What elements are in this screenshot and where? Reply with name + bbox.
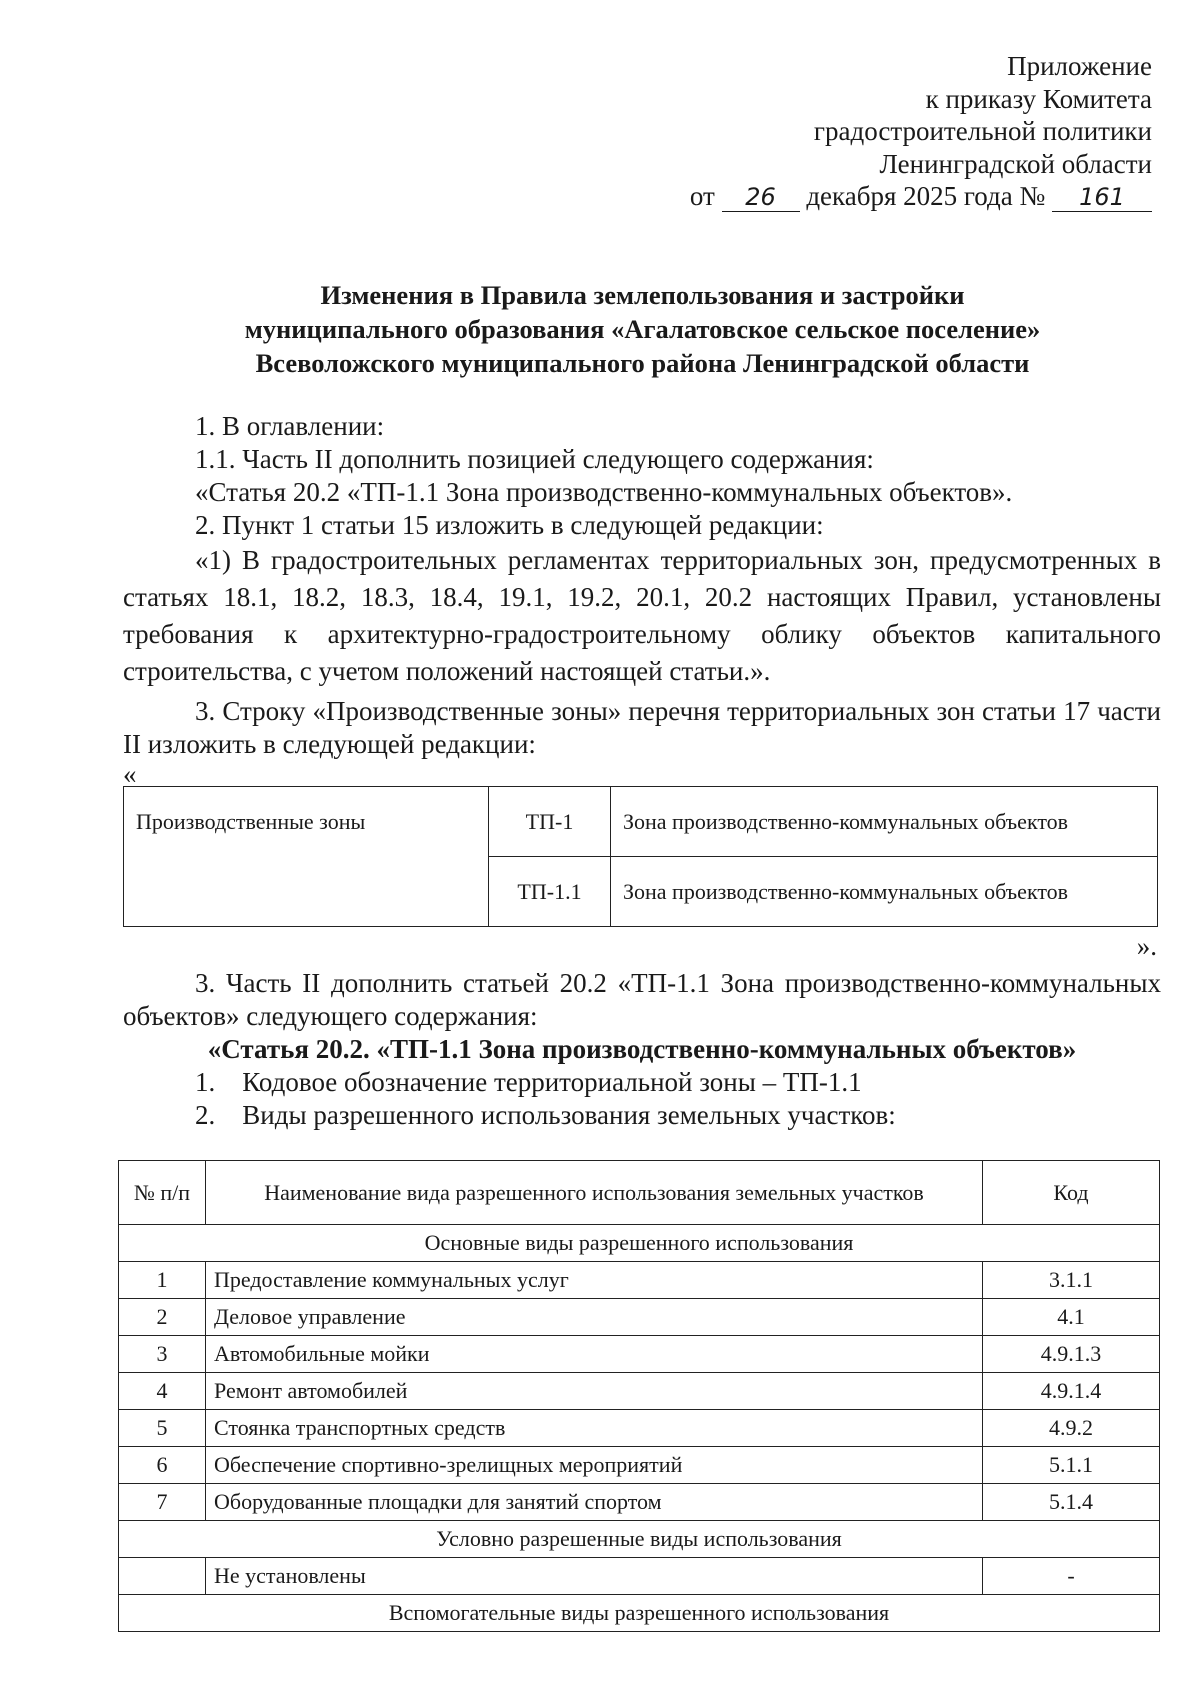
- table-row: [124, 787, 1158, 857]
- row-number: 2: [119, 1299, 206, 1336]
- row-code: 5.1.4: [983, 1484, 1160, 1521]
- table-row: [119, 1558, 1160, 1595]
- paragraph: «Статья 20.2 «ТП-1.1 Зона производственно-коммунальных объектов».: [195, 477, 1013, 507]
- appendix-date-line: [690, 180, 1152, 213]
- paragraph: 1.1. Часть II дополнить позицией следующего содержания:: [195, 444, 874, 474]
- row-code: 5.1.1: [983, 1447, 1160, 1484]
- document-title: [120, 278, 1165, 380]
- numbered-item: 2. Виды разрешенного использования земельных участков:: [195, 1100, 896, 1130]
- handwritten-day: 26: [722, 183, 800, 212]
- appendix-line: к приказу Комитета: [925, 83, 1152, 114]
- section-main: Основные виды разрешенного использования: [119, 1225, 1160, 1262]
- row-code: 4.1: [983, 1299, 1160, 1336]
- section-auxiliary: Вспомогательные виды разрешенного использования: [119, 1595, 1160, 1632]
- paragraph: 2. Пункт 1 статьи 15 изложить в следующей редакции:: [195, 510, 824, 540]
- row-code: 3.1.1: [983, 1262, 1160, 1299]
- open-quote: «: [123, 759, 137, 789]
- row-number: 6: [119, 1447, 206, 1484]
- permitted-use-table: [118, 1160, 1160, 1632]
- numbered-item: 1. Кодовое обозначение территориальной зоны – ТП-1.1: [195, 1067, 862, 1097]
- row-name: Не установлены: [206, 1558, 983, 1595]
- zones-table: [123, 786, 1158, 927]
- row-number: [119, 1558, 206, 1595]
- body-section-2: [123, 930, 1161, 1132]
- table-section-row: [119, 1521, 1160, 1558]
- table-row: [119, 1336, 1160, 1373]
- row-code: 4.9.1.3: [983, 1336, 1160, 1373]
- table-row: [119, 1447, 1160, 1484]
- zone-group-cell: Производственные зоны: [124, 787, 489, 927]
- title-line: Всеволожского муниципального района Ленинградской области: [255, 348, 1030, 378]
- table-row: [119, 1373, 1160, 1410]
- close-quote: ».: [1136, 931, 1157, 961]
- appendix-line: Ленинградской области: [879, 148, 1152, 179]
- appendix-header: [690, 50, 1152, 213]
- row-number: 4: [119, 1373, 206, 1410]
- table-row: [119, 1410, 1160, 1447]
- header-number: № п/п: [119, 1161, 206, 1225]
- zone-code-cell: ТП-1.1: [489, 857, 611, 927]
- row-name: Стоянка транспортных средств: [206, 1410, 983, 1447]
- row-name: Автомобильные мойки: [206, 1336, 983, 1373]
- row-name: Предоставление коммунальных услуг: [206, 1262, 983, 1299]
- paragraph: 3. Часть II дополнить статьей 20.2 «ТП-1.1 Зона производственно-коммунальных объектов» следующего содержания:: [123, 968, 1161, 1031]
- table-row: [119, 1299, 1160, 1336]
- table-header-row: [119, 1161, 1160, 1225]
- date-rest: декабря 2025 года №: [806, 181, 1046, 211]
- table-section-row: [119, 1225, 1160, 1262]
- title-line: Изменения в Правила землепользования и застройки: [320, 280, 965, 310]
- row-name: Оборудованные площадки для занятий спортом: [206, 1484, 983, 1521]
- zone-name-cell: Зона производственно-коммунальных объектов: [611, 787, 1158, 857]
- table-section-row: [119, 1595, 1160, 1632]
- zone-name-cell: Зона производственно-коммунальных объектов: [611, 857, 1158, 927]
- body-section-1: [123, 410, 1161, 787]
- paragraph: 1. В оглавлении:: [195, 411, 385, 441]
- row-number: 1: [119, 1262, 206, 1299]
- row-name: Обеспечение спортивно-зрелищных мероприятий: [206, 1447, 983, 1484]
- row-code: -: [983, 1558, 1160, 1595]
- zone-code-cell: ТП-1: [489, 787, 611, 857]
- appendix-line: градостроительной политики: [813, 116, 1152, 146]
- header-name: Наименование вида разрешенного использования земельных участков: [206, 1161, 983, 1225]
- row-number: 3: [119, 1336, 206, 1373]
- paragraph: «1) В градостроительных регламентах территориальных зон, предусмотренных в статьях 18.1, 18.2, 18.3, 18.4, 19.1, 19.2, 20.1, 20.2 настоящих Правил, установлены требования к архитектурно-градостроительному облику объектов капитального строительства, с учетом положений настоящей статьи.».: [123, 545, 1161, 686]
- row-number: 7: [119, 1484, 206, 1521]
- table-row: [119, 1262, 1160, 1299]
- section-conditional: Условно разрешенные виды использования: [119, 1521, 1160, 1558]
- handwritten-order-number: 161: [1052, 183, 1152, 212]
- row-code: 4.9.1.4: [983, 1373, 1160, 1410]
- date-prefix: от: [689, 181, 715, 211]
- title-line: муниципального образования «Агалатовское сельское поселение»: [244, 314, 1041, 344]
- paragraph: 3. Строку «Производственные зоны» перечня территориальных зон статьи 17 части II изложить в следующей редакции:: [123, 696, 1161, 759]
- appendix-line: Приложение: [1007, 51, 1152, 81]
- row-code: 4.9.2: [983, 1410, 1160, 1447]
- row-number: 5: [119, 1410, 206, 1447]
- table-row: [119, 1484, 1160, 1521]
- row-name: Деловое управление: [206, 1299, 983, 1336]
- row-name: Ремонт автомобилей: [206, 1373, 983, 1410]
- header-code: Код: [983, 1161, 1160, 1225]
- article-title: «Статья 20.2. «ТП-1.1 Зона производственно-коммунальных объектов»: [207, 1034, 1077, 1064]
